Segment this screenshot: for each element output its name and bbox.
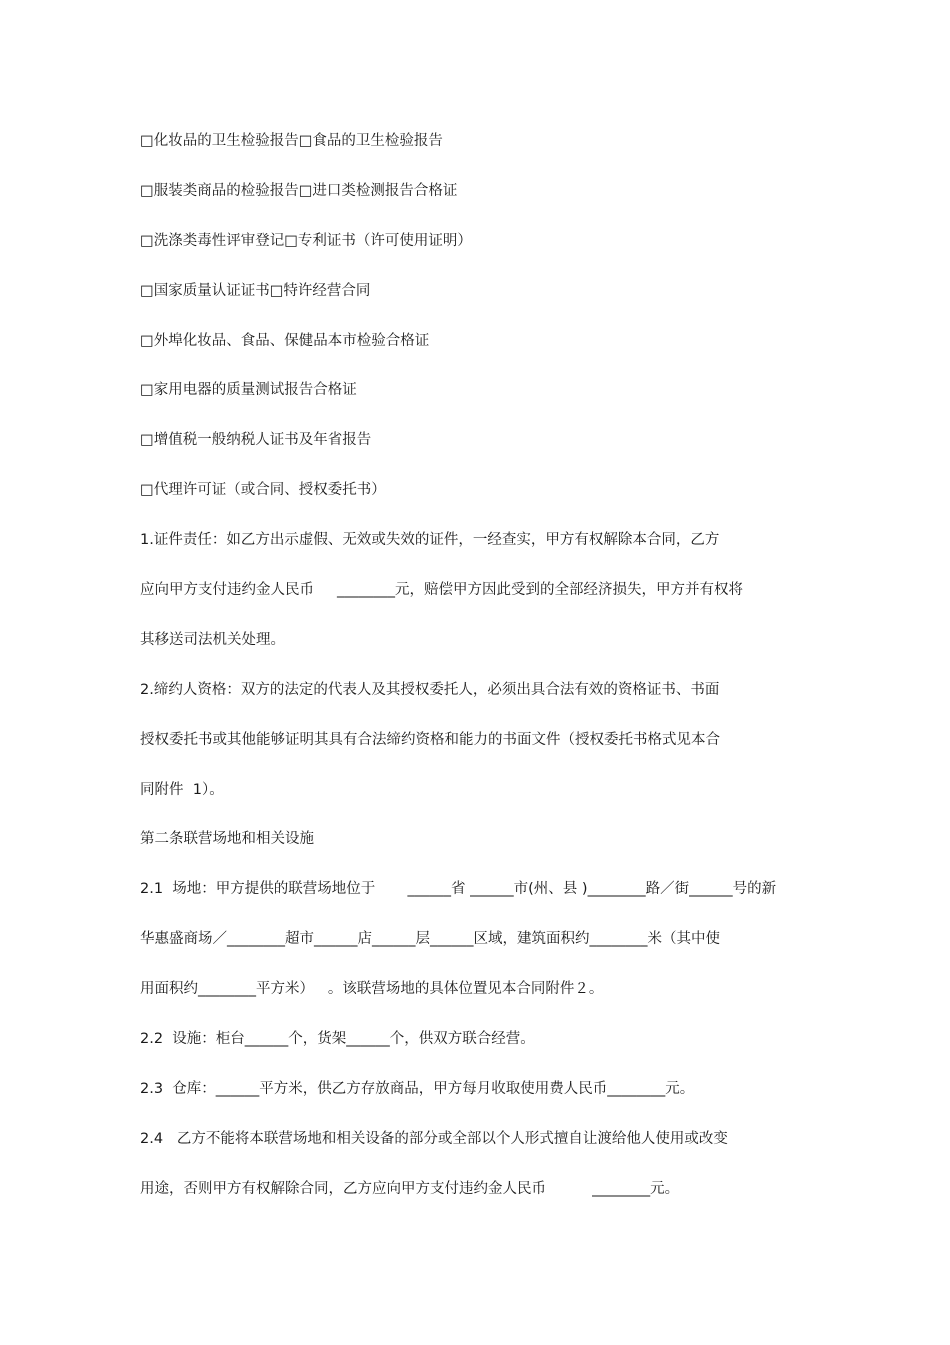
- clause-line: 2.1 场地：甲方提供的联营场地位于 ______省 ______市(州、县 )________路／街______号的新: [140, 881, 777, 898]
- clause-line: 华惠盛商场／________超市______店______层______区域，建筑面积约________米（其中使: [140, 931, 720, 948]
- clause-line: 应向甲方支付违约金人民币 ________元，赔偿甲方因此受到的全部经济损失，甲方并有权将: [140, 582, 744, 599]
- checkbox-line: □家用电器的质量测试报告合格证: [140, 382, 357, 399]
- clause-line: 授权委托书或其他能够证明其具有合法缔约资格和能力的书面文件（授权委托书格式见本合: [140, 731, 720, 748]
- checkbox-line: □化妆品的卫生检验报告□食品的卫生检验报告: [140, 133, 443, 149]
- section-heading: 第二条联营场地和相关设施: [140, 831, 314, 848]
- checkbox-line: □服装类商品的检验报告□进口类检测报告合格证: [140, 182, 458, 199]
- clause-line: 用途，否则甲方有权解除合同，乙方应向甲方支付违约金人民币 ________元。: [140, 1180, 680, 1197]
- clause-line: 1.证件责任：如乙方出示虚假、无效或失效的证件，一经查实，甲方有权解除本合同，乙方: [140, 532, 720, 549]
- clause-line: 同附件 1）。: [140, 781, 224, 798]
- checkbox-line: □外埠化妆品、食品、保健品本市检验合格证: [140, 332, 430, 349]
- clause-line: 用面积约________平方米） 。该联营场地的具体位置见本合同附件２。: [140, 981, 604, 998]
- document-body: [140, 129, 840, 1227]
- checkbox-line: □国家质量认证证书□特许经营合同: [140, 282, 371, 299]
- clause-line: 2.4 乙方不能将本联营场地和相关设备的部分或全部以个人形式擅自让渡给他人使用或改变: [140, 1130, 728, 1147]
- clause-line: 其移送司法机关处理。: [140, 631, 285, 648]
- clause-line: 2.3 仓库：______平方米，供乙方存放商品，甲方每月收取使用费人民币________元。: [140, 1080, 695, 1097]
- checkbox-line: □洗涤类毒性评审登记□专利证书（许可使用证明）: [140, 232, 472, 249]
- clause-line: 2.缔约人资格：双方的法定的代表人及其授权委托人，必须出具合法有效的资格证书、书面: [140, 681, 720, 698]
- checkbox-line: □代理许可证（或合同、授权委托书）: [140, 482, 386, 499]
- checkbox-line: □增值税一般纳税人证书及年省报告: [140, 432, 372, 449]
- clause-line: 2.2 设施：柜台______个，货架______个，供双方联合经营。: [140, 1031, 535, 1048]
